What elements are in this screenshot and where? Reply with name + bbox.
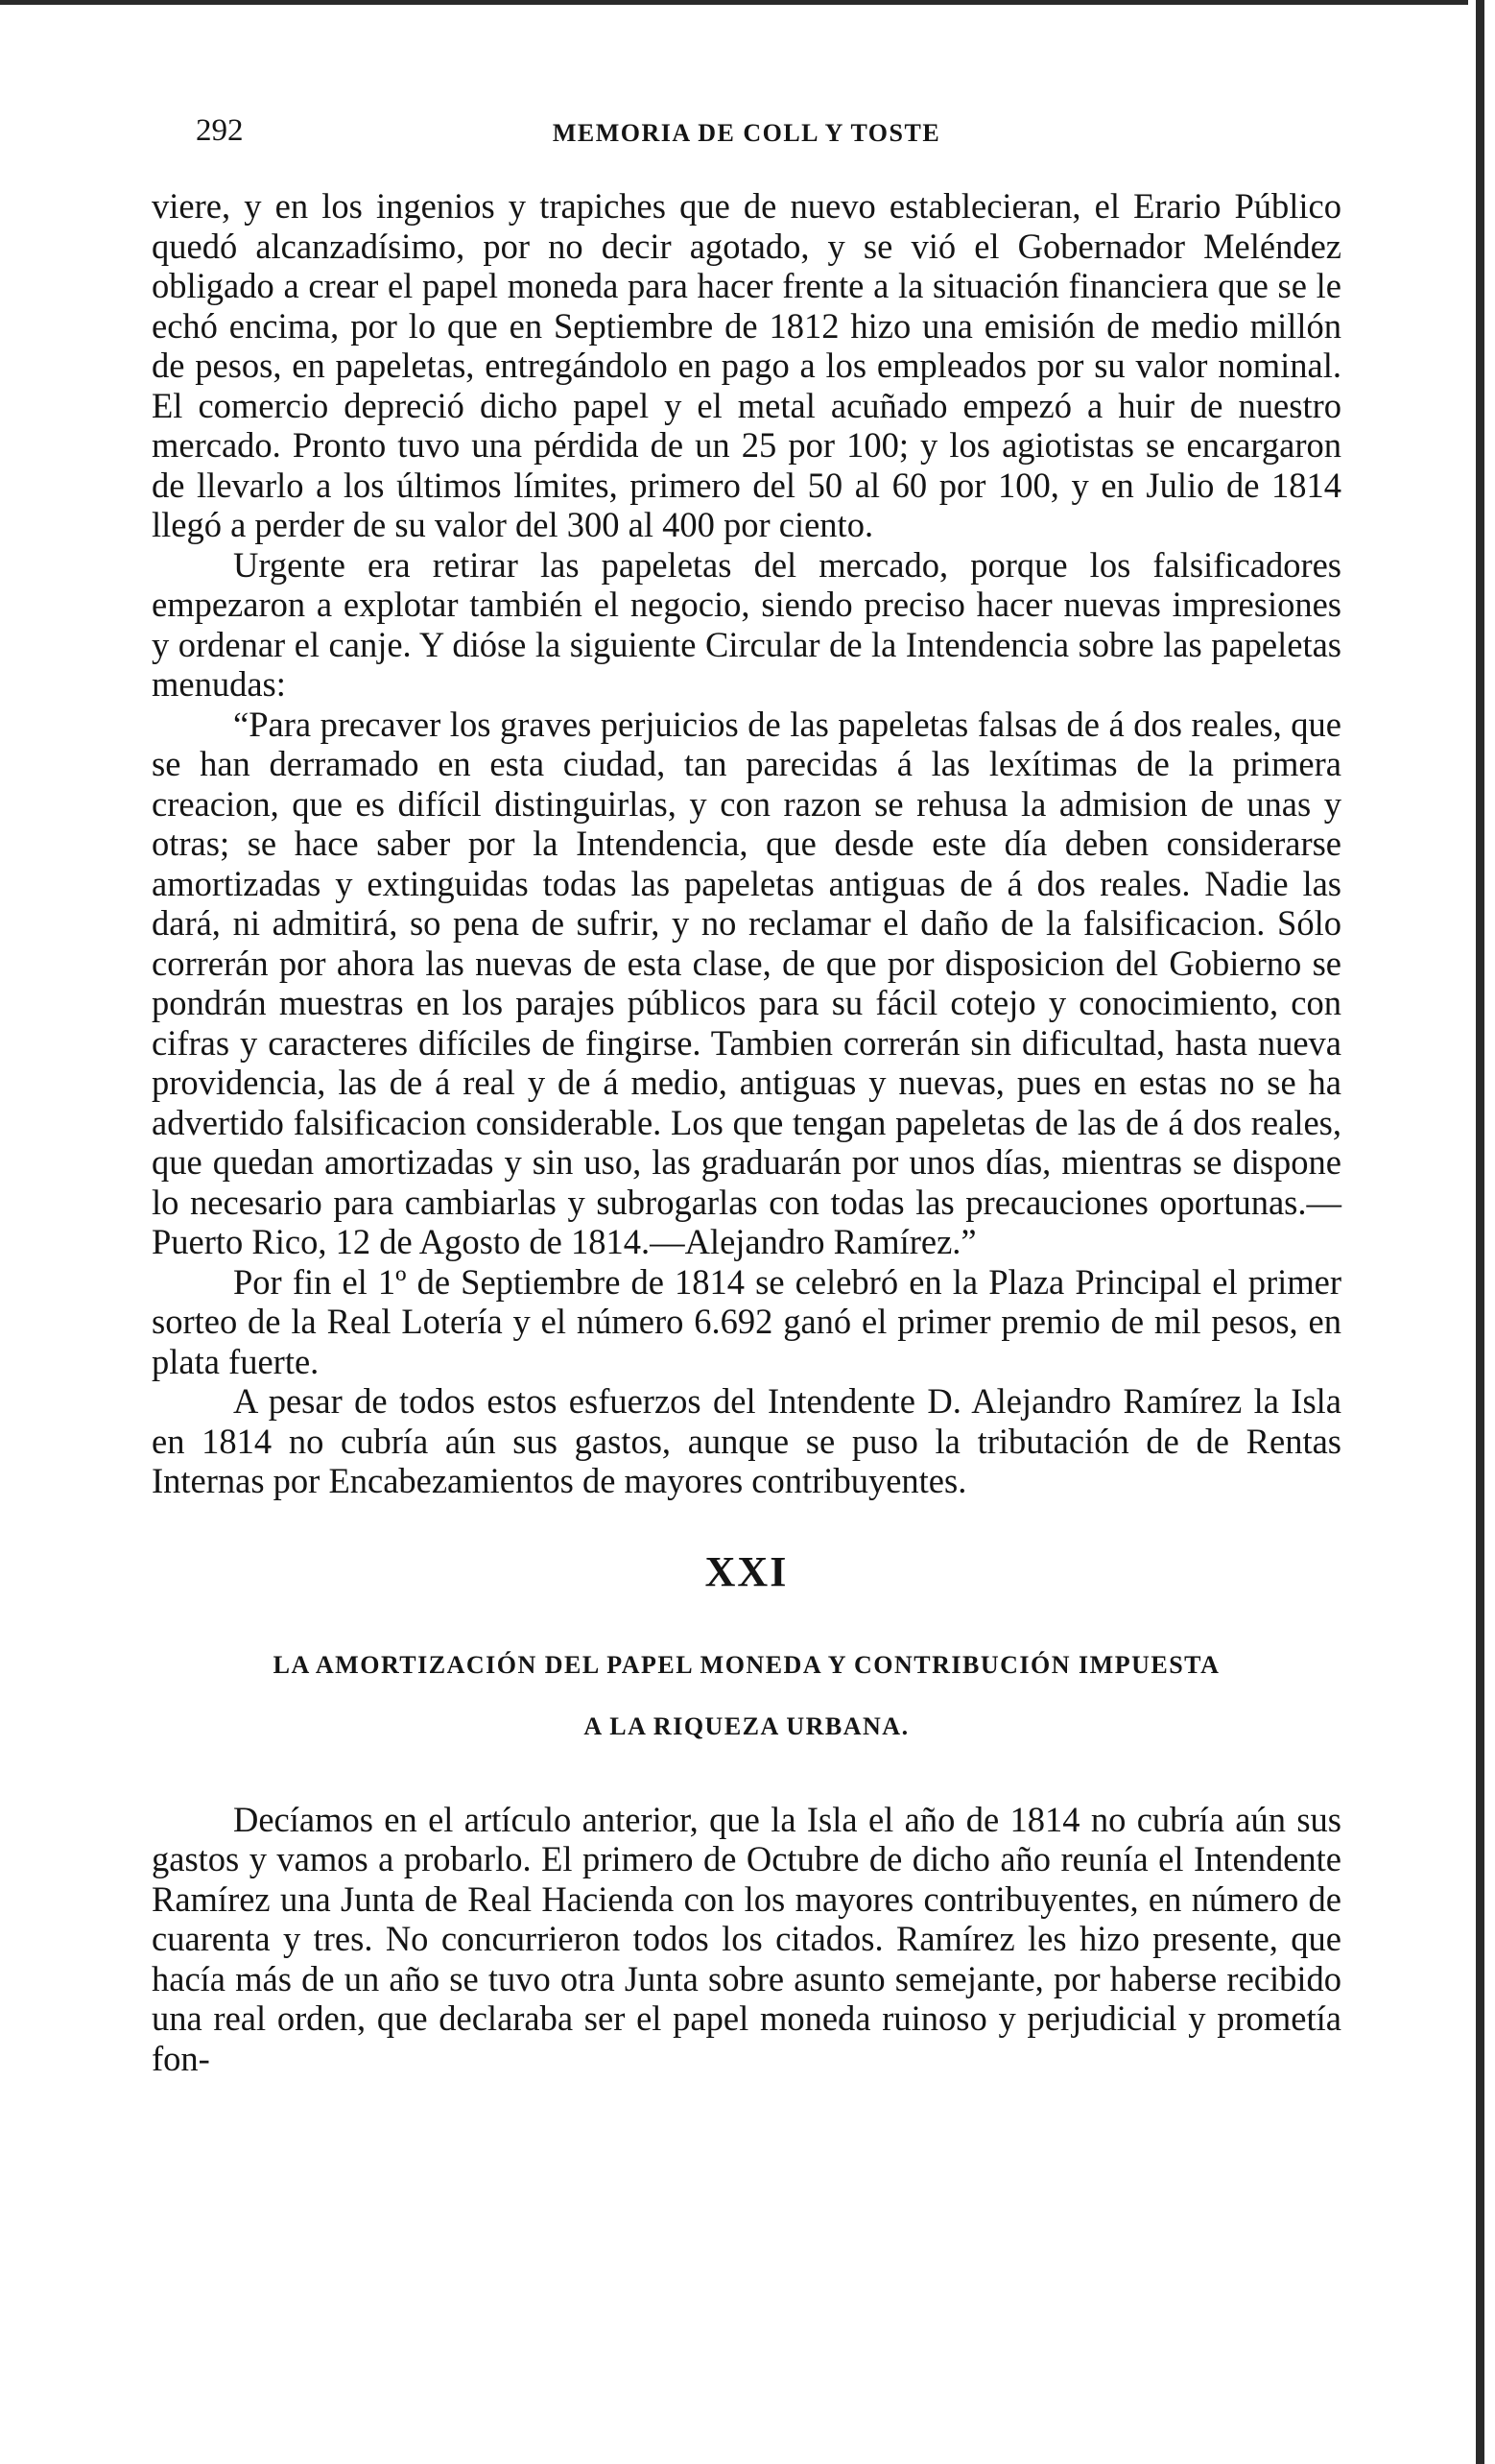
page-number: 292 [196, 113, 244, 148]
running-title: MEMORIA DE COLL Y TOSTE [552, 119, 941, 147]
chapter-title-line: LA AMORTIZACIÓN DEL PAPEL MONEDA Y CONTRIBUCIÓN IMPUESTA [273, 1650, 1221, 1679]
right-edge-rule [1476, 0, 1484, 2464]
body-paragraph: A pesar de todos estos esfuerzos del Intendente D. Alejandro Ramírez la Isla en 1814 no cubría aún sus gastos, aunque se puso la tributación de de Rentas Internas por Encabezamientos de mayores contribuyentes. [152, 1381, 1341, 1500]
running-header [152, 106, 1341, 159]
book-page [152, 106, 1341, 2078]
circular-quote-paragraph: “Para precaver los graves perjuicios de las papeletas falsas de á dos reales, que se han derramado en esta ciudad, tan parecidas á las lexítimas de la primera creacion, que es difícil distinguirlas, y con razon se rehusa la admision de unas y otras; se hace saber por la Intendencia, que desde este día deben considerarse amortizadas y extinguidas todas las papeletas antiguas de á dos reales. Nadie las dará, ni admitirá, so pena de sufrir, y no reclamar el daño de la falsificacion. Sólo correrán por ahora las nuevas de esta clase, de que por disposicion del Gobierno se pondrán muestras en los parajes públicos para su fácil cotejo y conocimiento, con cifras y caracteres difíciles de fingirse. Tambien correrán sin dificultad, hasta nueva providencia, las de á real y de á medio, antiguas y nuevas, pues en estas no se ha advertido falsificacion considerable. Los que tengan papeletas de las de á dos reales, que quedan amortizadas y sin uso, las graduarán por unos días, mientras se dispone lo necesario para cambiarlas y subrogarlas con todas las precauciones oportunas.—Puerto Rico, 12 de Agosto de 1814.—Alejandro Ramírez.” [152, 704, 1341, 1261]
chapter-number: XXI [704, 1547, 789, 1595]
chapter-title [152, 1635, 1341, 1758]
chapter-title-line: A LA RIQUEZA URBANA. [583, 1711, 910, 1740]
body-paragraph: Urgente era retirar las papeletas del mercado, porque los falsificadores empezaron a explotar también el negocio, siendo preciso hacer nuevas impresiones y ordenar el canje. Y dióse la siguiente Circular de la Intendencia sobre las papeletas menudas: [152, 544, 1341, 704]
body-paragraph: viere, y en los ingenios y trapiches que de nuevo establecieran, el Erario Público quedó alcanzadísimo, por no decir agotado, y se vió el Gobernador Meléndez obligado a crear el papel moneda para hacer frente a la situación financiera que se le echó encima, por lo que en Septiembre de 1812 hizo una emisión de medio millón de pesos, en papeletas, entregándolo en pago a los empleados por su valor nominal. El comercio depreció dicho papel y el metal acuñado empezó a huir de nuestro mercado. Pronto tuvo una pérdida de un 25 por 100; y los agiotistas se encargaron de llevarlo a los últimos límites, primero del 50 al 60 por 100, y en Julio de 1814 llegó a perder de su valor del 300 al 400 por ciento. [152, 186, 1341, 544]
chapter-body-paragraph: Decíamos en el artículo anterior, que la Isla el año de 1814 no cubría aún sus gastos y vamos a probarlo. El primero de Octubre de dicho año reunía el Intendente Ramírez una Junta de Real Hacienda con los mayores contribuyentes, en número de cuarenta y tres. No concurrieron todos los citados. Ramírez les hizo presente, que hacía más de un año se tuvo otra Junta sobre asunto semejante, por haberse recibido una real orden, que declaraba ser el papel moneda ruinoso y perjudicial y prometía fon- [152, 1799, 1341, 2078]
body-paragraph: Por fin el 1º de Septiembre de 1814 se celebró en la Plaza Principal el primer sorteo de la Real Lotería y el número 6.692 ganó el primer premio de mil pesos, en plata fuerte. [152, 1261, 1341, 1381]
top-edge-rule [0, 0, 1468, 5]
